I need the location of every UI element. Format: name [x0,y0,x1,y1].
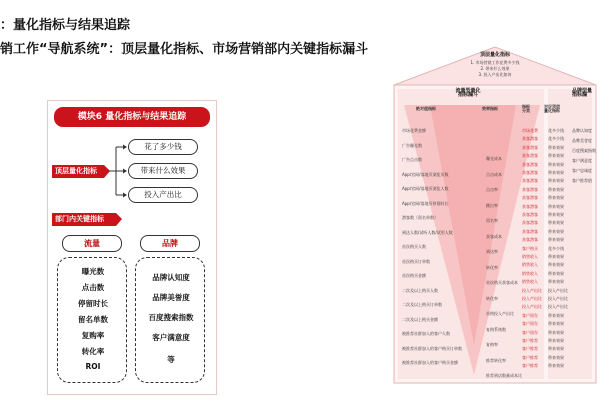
efficiency-metric: 首次购买获客成本 [486,280,518,285]
metric-category: 获客潜客 [522,237,538,243]
metric-category: 市场花费 [522,128,538,133]
metric-category: 投入产出比 [522,304,542,310]
absolute-metric: 潜客数（留名单数） [402,215,438,220]
metric-mapping: 带来效果 [548,144,564,150]
metric-category: 获客潜客 [522,170,538,175]
metric-mapping: 花多少钱 [548,128,564,133]
metric-mapping: 带来效果 [548,262,564,268]
efficiency-metric: 到达率 [486,249,498,254]
brand-item: 等 [167,355,175,364]
metric-category: 销售收入 [522,254,538,259]
brand-metric: 客户满意度 [572,158,592,163]
dept-tag-arrow-icon [116,213,122,226]
col-head-absolute: 绝对值指标 [416,106,436,111]
efficiency-metric: 点击率 [486,187,498,192]
metric-mapping: 带来效果 [548,212,564,217]
metric-category: 获客潜客 [522,178,538,184]
absolute-metric: 市场花费金额 [402,128,426,133]
metric-mapping: 带来效果 [548,270,564,276]
traffic-item: 转化率 [81,347,105,356]
brand-metric: 百度搜索指数 [572,148,596,153]
absolute-metric: 二次及以上购买金额 [402,316,438,322]
metric-category: 获客潜客 [522,161,538,167]
top-metrics-tag: 顶层量化指标 [52,165,104,178]
efficiency-metric: 首购投入产出比 [486,311,514,316]
roof-title: 顶层量化指标 [479,52,510,58]
metric-mapping: 花多少钱 [548,245,564,251]
roof-item: 1. 市场营销工作花费多少钱 [470,60,520,65]
metric-mapping: 带来效果 [548,279,564,285]
absolute-metric: App/官网/落地页浏览页数 [402,171,449,177]
absolute-metric: 广告曝光数 [402,142,422,148]
brand-column-head: 品牌 [140,235,200,252]
metric-mapping: 投入产出比 [548,287,568,293]
metric-category: 客户推荐 [522,338,538,343]
efficiency-metric: 跳出率 [486,202,498,208]
metric-category: 客户推荐 [522,354,538,360]
metric-mapping: 带来效果 [548,237,564,243]
metric-mapping: 带来效果 [548,312,564,318]
metric-mapping: 带来效果 [548,203,564,209]
absolute-metric: App/官网/落地页停留时长 [402,200,449,206]
absolute-metric: 到达人数/试听人数/试用人数 [402,229,453,235]
absolute-metric: 首次购买订单数 [402,258,430,264]
traffic-column-head: 流量 [62,235,122,252]
col-head-category: 指标 分类 [522,104,530,114]
traffic-item: ROI [85,362,101,371]
efficiency-metric: 获客成本 [486,233,502,239]
metric-mapping: 花多少钱 [548,136,564,142]
top-item-roi: 投入产出比 [128,187,198,203]
metric-mapping: 带来效果 [548,153,564,159]
metric-category: 获客潜客 [522,212,538,217]
absolute-metric: 首次购买人数 [402,244,426,249]
absolute-metric: 二次及以上购买人数 [402,287,438,293]
metric-category: 客户推荐 [522,363,538,369]
efficiency-metric: 转化率 [486,295,498,301]
brand-funnel-title: 品牌型量 指标漏 [572,88,593,99]
metric-category: 销售收入 [522,279,538,285]
metric-mapping: 带来效果 [548,161,564,167]
brand-metric: 客户推荐值 [572,178,592,183]
metric-category: 投入产出比 [522,296,542,301]
brand-item: 客户满意度 [152,333,190,342]
metric-mapping: 带来效果 [548,170,564,175]
module-banner: 模块6 量化指标与结果追踪 [54,107,210,127]
metric-mapping: 带来效果 [548,220,564,226]
dept-metrics-tag: 部门内关键指标 [52,213,116,226]
absolute-metric: 被推荐社群加入的客户购买金额 [402,360,458,365]
metric-category: 获客潜客 [522,203,538,209]
absolute-metric: 首次购买金额 [402,273,426,278]
metric-category: 获客潜客 [522,228,538,234]
efficiency-metric: 留名率 [486,218,498,223]
traffic-item: 停留时长 [78,299,108,308]
traffic-metrics-box [57,257,127,383]
absolute-metric: 二次及以上购买订单数 [402,302,442,307]
metric-mapping: 投入产出比 [548,304,568,310]
metric-mapping: 带来效果 [548,321,564,327]
traffic-item: 留名单数 [78,315,108,324]
top-item-cost: 花了多少钱 [128,139,198,155]
module-card [47,100,217,395]
metric-category: 客户推荐 [522,346,538,352]
metric-category: 销售收入 [522,262,538,268]
metric-mapping: 带来效果 [548,329,564,335]
brand-item: 品牌美誉度 [152,293,190,302]
metric-category: 客户购买 [522,245,538,251]
efficiency-metric: 转化率 [486,264,498,270]
metric-mapping: 带来效果 [548,346,564,352]
roof-item: 2. 带来什么效果 [480,66,510,71]
metric-category: 获客潜客 [522,153,538,159]
metric-category: 获客潜客 [522,195,538,201]
top-item-effect: 带来什么效果 [128,163,198,179]
metric-mapping: 带来效果 [548,254,564,259]
metric-category: 获客潜客 [522,144,538,150]
roof-item: 3. 投入产出比如何 [478,72,512,77]
efficiency-metric: 推荐转化率 [486,357,506,363]
metric-mapping: 带来效果 [548,195,564,201]
traffic-item: 点击数 [81,283,105,292]
metric-category: 客户留存 [522,329,538,335]
traffic-item: 曝光数 [81,267,105,276]
brace-connector [106,143,128,199]
absolute-metric: 广告点击数 [402,157,422,162]
brand-item: 品牌认知度 [152,273,190,282]
metric-category: 销售收入 [522,270,538,276]
col-head-mapping: 对应顶层 量化指标 [544,104,560,114]
metric-mapping: 带来效果 [548,363,564,369]
brand-metric: 品牌美誉度 [572,138,592,143]
absolute-metric: 被推荐社群加入的客户人数 [402,331,450,336]
metric-mapping: 带来效果 [548,228,564,234]
funnel-title: 流量型量化 指标漏斗 [455,88,481,99]
efficiency-metric: 推荐到店数量成本比 [486,373,522,378]
metric-category: 客户留存 [522,321,538,327]
efficiency-metric: 复购率 [486,342,498,347]
page-title-1: ：量化指标与结果追踪 [0,18,131,33]
brand-metrics-box [135,257,205,383]
metric-mapping: 带来效果 [548,178,564,184]
metric-category: 获客潜客 [522,220,538,226]
col-head-efficiency: 效率指标 [482,106,498,111]
absolute-metric: 被推荐社群加入的客户购买订单数 [402,345,462,351]
metric-mapping: 带来效果 [548,354,564,360]
page-title-2: 销工作“导航系统”：顶层量化指标、市场营销部内关键指标漏斗 [0,42,369,57]
metric-category: 获客潜客 [522,136,538,142]
efficiency-metric: 复购系统数 [486,326,506,332]
metrics-house-diagram [390,45,600,385]
brand-metric: 品牌认知度 [572,128,592,133]
efficiency-metric: 曝光成本 [486,156,502,161]
metric-category: 客户留存 [522,312,538,318]
absolute-metric: App/官网/落地页浏览人数 [402,186,449,191]
metric-mapping: 带来效果 [548,338,564,343]
metric-mapping: 投入产出比 [548,296,568,301]
metric-category: 获客潜客 [522,186,538,192]
efficiency-metric: 点击成本 [486,171,502,177]
traffic-item: 复购率 [81,331,105,340]
brand-metric: 客户忠诚度 [572,168,592,173]
brand-item: 百度搜索指数 [148,313,194,322]
metric-mapping: 带来效果 [548,186,564,192]
metric-category: 投入产出比 [522,287,542,293]
